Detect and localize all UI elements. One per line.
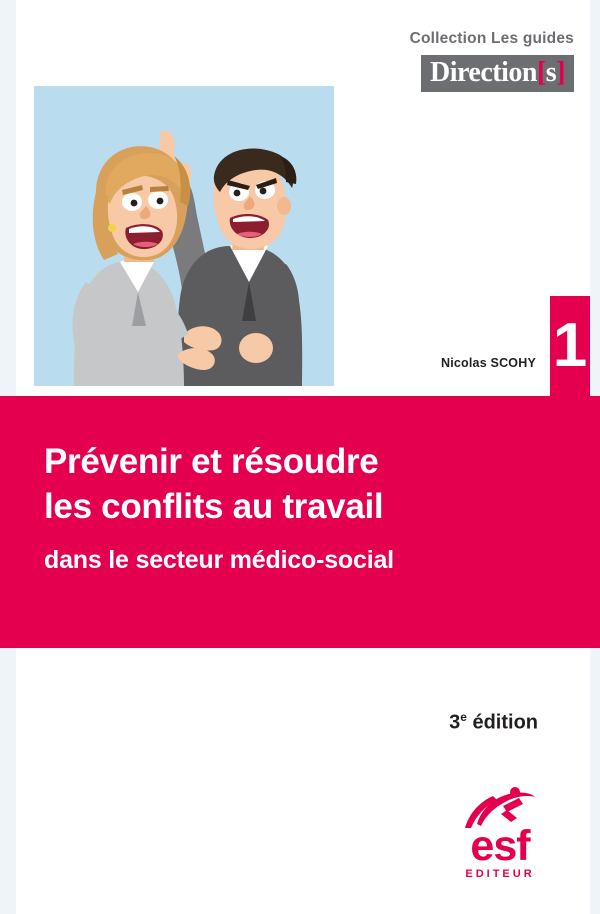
- publisher-name: esf: [470, 822, 530, 871]
- page-subtitle: dans le secteur médico-social: [44, 545, 394, 574]
- publisher-logo: [440, 784, 560, 880]
- directions-logo-text: [430, 59, 565, 87]
- collection-label: Collection Les guides: [409, 30, 574, 47]
- series-number: 1: [552, 311, 588, 380]
- directions-logo: [421, 55, 574, 92]
- edition-number: 3: [449, 711, 461, 734]
- title-block: [44, 440, 570, 575]
- directions-logo-word: Direction: [429, 57, 537, 88]
- edition-label: [449, 710, 538, 735]
- publisher-tagline: EDITEUR: [465, 868, 535, 880]
- directions-logo-s: s: [545, 57, 557, 88]
- directions-logo-bracket-open: [: [536, 57, 546, 88]
- directions-logo-bracket-close: ]: [556, 57, 565, 88]
- page-title-line-2: les conflits au travail: [44, 486, 384, 526]
- two-people-arguing-icon: [34, 86, 334, 386]
- cover-illustration: [34, 86, 334, 386]
- page-title-line-1: Prévenir et résoudre: [44, 442, 379, 481]
- edition-suffix: e: [460, 710, 467, 724]
- title-band: [0, 396, 600, 648]
- author-name: Nicolas SCOHY: [441, 356, 536, 370]
- collection-header: [410, 30, 574, 92]
- edition-word: édition: [472, 711, 538, 734]
- series-number-tab: [550, 296, 590, 396]
